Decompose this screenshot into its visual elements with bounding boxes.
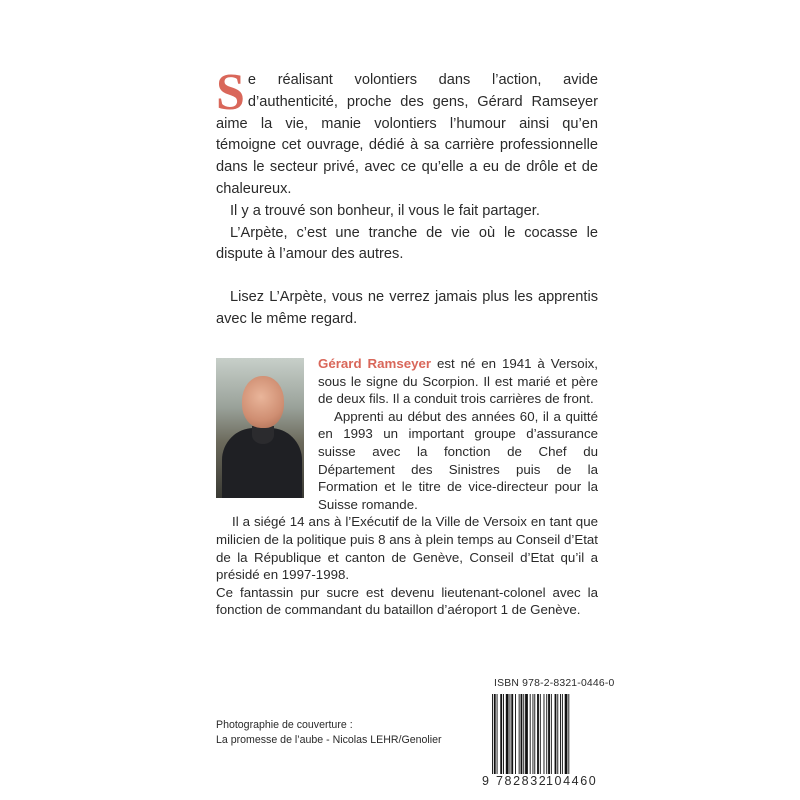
barcode-bar: [492, 694, 493, 774]
barcode-bar: [568, 694, 569, 774]
barcode-bar: [546, 694, 547, 774]
barcode-bar: [503, 694, 504, 774]
barcode-bar: [537, 694, 539, 774]
blurb-paragraph-3: L’Arpète, c’est une tranche de vie où le cocasse le dispute à l’amour des autres.: [216, 224, 598, 263]
credit-line-2: La promesse de l’aube - Nicolas LEHR/Genolier: [216, 734, 442, 746]
barcode-bar: [497, 694, 498, 774]
blurb-paragraph-4: Lisez L’Arpète, vous ne verrez jamais plus les apprentis avec le même regard.: [216, 289, 598, 327]
blurb-paragraph-1-text: e réalisant volontiers dans l’action, avide d’authenticité, proche des gens, Gérard Ramseyer aime la vie, manie volontiers l’humour ainsi qu’en témoigne cet ouvrage, dédié à sa carrière professionnelle dans le secteur privé, avec ce qu’elle a eu de drôle et de chaleureux.: [216, 72, 598, 197]
barcode-bar: [534, 694, 535, 774]
barcode-bar: [555, 694, 557, 774]
author-paragraph-1-text: est né en 1941 à Versoix, sous le signe du Scorpion. Il est marié et père de deux fils. Il a conduit trois carrières de front.: [318, 356, 599, 407]
author-name: Gérard Ramseyer: [318, 356, 432, 371]
barcode-bar: [515, 694, 516, 774]
barcode-bar: [511, 694, 513, 774]
barcode-bar: [565, 694, 568, 774]
barcode-digits: [482, 774, 600, 788]
cover-photo-credit: [216, 718, 456, 748]
barcode-bar: [560, 694, 561, 774]
barcode-bar: [562, 694, 563, 774]
credit-line-1: Photographie de couverture :: [216, 719, 353, 731]
blurb-paragraph-2: Il y a trouvé son bonheur, il vous le fait partager.: [230, 202, 540, 219]
barcode-bar: [548, 694, 550, 774]
barcode-bar: [544, 694, 545, 774]
author-paragraph-4: Ce fantassin pur sucre est devenu lieutenant-colonel avec la fonction de commandant du bataillon d’aéroport 1 de Genève.: [216, 584, 598, 618]
barcode-bar: [523, 694, 524, 774]
barcode-bar: [532, 694, 533, 774]
barcode-bar: [530, 694, 531, 774]
barcode-graphic: [490, 694, 594, 774]
author-biography: [216, 355, 598, 619]
barcode-bar: [525, 694, 528, 774]
back-cover-blurb: [216, 64, 598, 331]
author-photo: [216, 358, 304, 498]
barcode-bar: [506, 694, 509, 774]
author-paragraph-2: Apprenti au début des années 60, il a quitté en 1993 un important groupe d’assurance suisse avec la fonction de Chef du Département des Sinistres puis de la Formation et le titre de vice-directeur pour la Suisse romande.: [318, 408, 598, 512]
barcode-bar: [521, 694, 523, 774]
barcode-bar: [540, 694, 541, 774]
barcode-right-group: 104460: [546, 774, 598, 788]
author-paragraph-3: Il a siégé 14 ans à l’Exécutif de la Ville de Versoix en tant que milicien de la politique puis 8 ans à plein temps au Conseil d’Etat de la République et canton de Genève, Conseil d’Etat qu’il a présidé en 1997-1998.: [216, 514, 598, 583]
barcode-bar: [494, 694, 496, 774]
blurb-paragraph-1: [216, 64, 598, 201]
barcode-bar: [557, 694, 558, 774]
barcode-first-digit: 9: [482, 774, 489, 788]
barcode-bar: [509, 694, 510, 774]
barcode-bar: [551, 694, 552, 774]
barcode-bar: [500, 694, 502, 774]
isbn-label: ISBN 978-2-8321-0446-0: [494, 678, 615, 689]
barcode-left-group: 782832: [496, 774, 548, 788]
barcode-bar: [519, 694, 520, 774]
drop-cap: S: [216, 64, 245, 121]
